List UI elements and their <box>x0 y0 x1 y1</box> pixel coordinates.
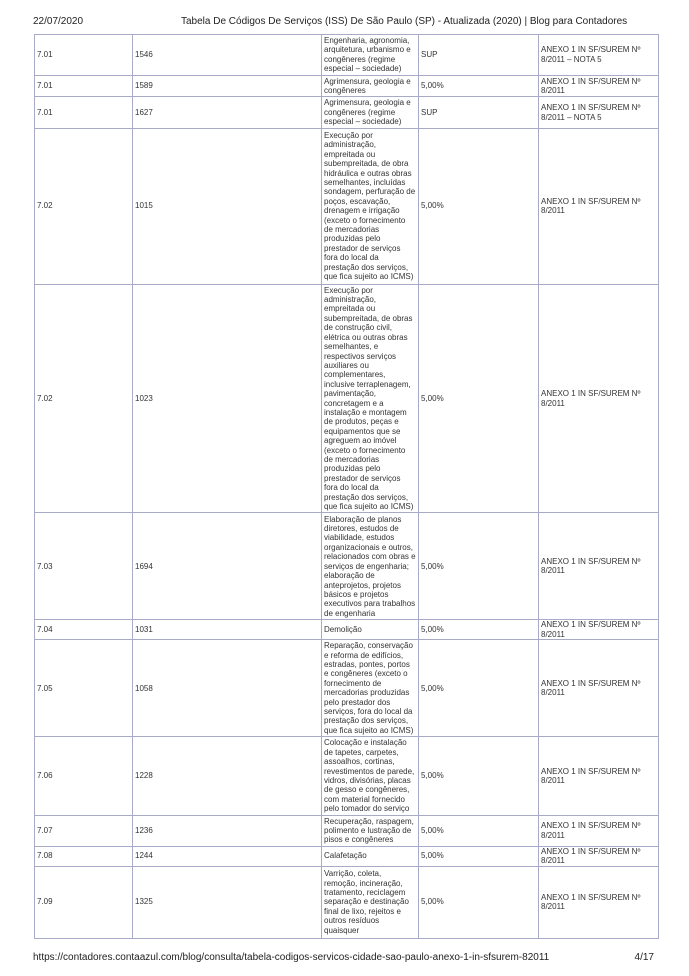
cell-reference: ANEXO 1 IN SF/SUREM Nº 8/2011 – NOTA 5 <box>539 35 659 76</box>
cell-description: Calafetação <box>322 846 419 866</box>
cell-reference: ANEXO 1 IN SF/SUREM Nº 8/2011 <box>539 640 659 737</box>
cell-reference: ANEXO 1 IN SF/SUREM Nº 8/2011 <box>539 513 659 620</box>
cell-rate: 5,00% <box>419 737 539 815</box>
cell-reference: ANEXO 1 IN SF/SUREM Nº 8/2011 – NOTA 5 <box>539 97 659 128</box>
service-codes-table <box>34 34 659 939</box>
cell-description: Varrição, coleta, remoção, incineração, tratamento, reciclagem separação e destinação final de lixo, rejeitos e outros resíduos quaisquer <box>322 866 419 938</box>
cell-reference: ANEXO 1 IN SF/SUREM Nº 8/2011 <box>539 866 659 938</box>
cell-item: 7.02 <box>35 128 133 284</box>
table-row <box>35 620 659 640</box>
page-footer <box>0 952 689 966</box>
table-row <box>35 284 659 513</box>
cell-code: 1236 <box>133 815 322 846</box>
page-header <box>0 16 689 30</box>
page-number: 4/17 <box>634 952 654 963</box>
cell-rate: 5,00% <box>419 284 539 513</box>
table-row <box>35 815 659 846</box>
table-row <box>35 737 659 815</box>
cell-description: Agrimensura, geologia e congêneres <box>322 75 419 97</box>
cell-code: 1546 <box>133 35 322 76</box>
cell-description: Reparação, conservação e reforma de edifícios, estradas, pontes, portos e congêneres (exceto o fornecimento de mercadorias produzidas pelo prestador dos serviços, fora do local da prestação dos serviços, que fica sujeito ao ICMS) <box>322 640 419 737</box>
table-row <box>35 97 659 128</box>
cell-description: Execução por administração, empreitada ou subempreitada, de obra hidráulica e outras obras semelhantes, incluídas sondagem, perfuração de poços, escavação, drenagem e irrigação (exceto o fornecimento de mercadorias produzidas pelo prestador de serviços fora do local da prestação dos serviços, que fica sujeito ao ICMS) <box>322 128 419 284</box>
cell-code: 1228 <box>133 737 322 815</box>
cell-item: 7.01 <box>35 97 133 128</box>
table-row <box>35 846 659 866</box>
cell-code: 1244 <box>133 846 322 866</box>
cell-code: 1058 <box>133 640 322 737</box>
cell-item: 7.01 <box>35 35 133 76</box>
table-row <box>35 128 659 284</box>
table-body <box>35 35 659 939</box>
table-row <box>35 866 659 938</box>
cell-code: 1031 <box>133 620 322 640</box>
cell-item: 7.04 <box>35 620 133 640</box>
cell-reference: ANEXO 1 IN SF/SUREM Nº 8/2011 <box>539 284 659 513</box>
cell-rate: 5,00% <box>419 866 539 938</box>
cell-reference: ANEXO 1 IN SF/SUREM Nº 8/2011 <box>539 846 659 866</box>
table-row <box>35 75 659 97</box>
cell-reference: ANEXO 1 IN SF/SUREM Nº 8/2011 <box>539 75 659 97</box>
cell-rate: 5,00% <box>419 815 539 846</box>
cell-item: 7.05 <box>35 640 133 737</box>
cell-description: Recuperação, raspagem, polimento e lustração de pisos e congêneres <box>322 815 419 846</box>
cell-reference: ANEXO 1 IN SF/SUREM Nº 8/2011 <box>539 815 659 846</box>
cell-code: 1694 <box>133 513 322 620</box>
page-title: Tabela De Códigos De Serviços (ISS) De São Paulo (SP) - Atualizada (2020) | Blog para Contadores <box>181 16 628 27</box>
cell-rate: 5,00% <box>419 640 539 737</box>
cell-description: Demolição <box>322 620 419 640</box>
cell-rate: 5,00% <box>419 620 539 640</box>
cell-rate: 5,00% <box>419 846 539 866</box>
table-row <box>35 640 659 737</box>
cell-description: Elaboração de planos diretores, estudos de viabilidade, estudos organizacionais e outros, relacionados com obras e serviços de engenharia; elaboração de anteprojetos, projetos básicos e projetos executivos para trabalhos de engenharia <box>322 513 419 620</box>
cell-item: 7.08 <box>35 846 133 866</box>
cell-code: 1023 <box>133 284 322 513</box>
cell-code: 1325 <box>133 866 322 938</box>
cell-rate: SUP <box>419 97 539 128</box>
cell-description: Agrimensura, geologia e congêneres (regime especial – sociedade) <box>322 97 419 128</box>
cell-code: 1015 <box>133 128 322 284</box>
table-row <box>35 513 659 620</box>
cell-item: 7.06 <box>35 737 133 815</box>
table-row <box>35 35 659 76</box>
cell-reference: ANEXO 1 IN SF/SUREM Nº 8/2011 <box>539 737 659 815</box>
cell-item: 7.07 <box>35 815 133 846</box>
cell-reference: ANEXO 1 IN SF/SUREM Nº 8/2011 <box>539 128 659 284</box>
cell-rate: 5,00% <box>419 128 539 284</box>
cell-code: 1627 <box>133 97 322 128</box>
cell-item: 7.02 <box>35 284 133 513</box>
cell-reference: ANEXO 1 IN SF/SUREM Nº 8/2011 <box>539 620 659 640</box>
cell-code: 1589 <box>133 75 322 97</box>
cell-rate: 5,00% <box>419 75 539 97</box>
cell-description: Execução por administração, empreitada ou subempreitada, de obras de construção civil, elétrica ou outras obras semelhantes, e respectivos serviços auxiliares ou complementares, inclusive terraplenagem, pavimentação, concretagem e a instalação e montagem de produtos, peças e equipamentos que se agreguem ao imóvel (exceto o fornecimento de mercadorias produzidas pelo prestador de serviços fora do local da prestação dos serviços, que fica sujeito ao ICMS) <box>322 284 419 513</box>
print-date: 22/07/2020 <box>33 16 84 27</box>
cell-item: 7.09 <box>35 866 133 938</box>
cell-rate: SUP <box>419 35 539 76</box>
cell-item: 7.03 <box>35 513 133 620</box>
footer-url: https://contadores.contaazul.com/blog/consulta/tabela-codigos-servicos-cidade-sao-paulo-anexo-1-in-sfsurem-82011 <box>33 952 550 963</box>
cell-rate: 5,00% <box>419 513 539 620</box>
cell-description: Engenharia, agronomia, arquitetura, urbanismo e congêneres (regime especial – sociedade) <box>322 35 419 76</box>
cell-description: Colocação e instalação de tapetes, carpetes, assoalhos, cortinas, revestimentos de parede, vidros, divisórias, placas de gesso e congêneres, com material fornecido pelo tomador do serviço <box>322 737 419 815</box>
cell-item: 7.01 <box>35 75 133 97</box>
